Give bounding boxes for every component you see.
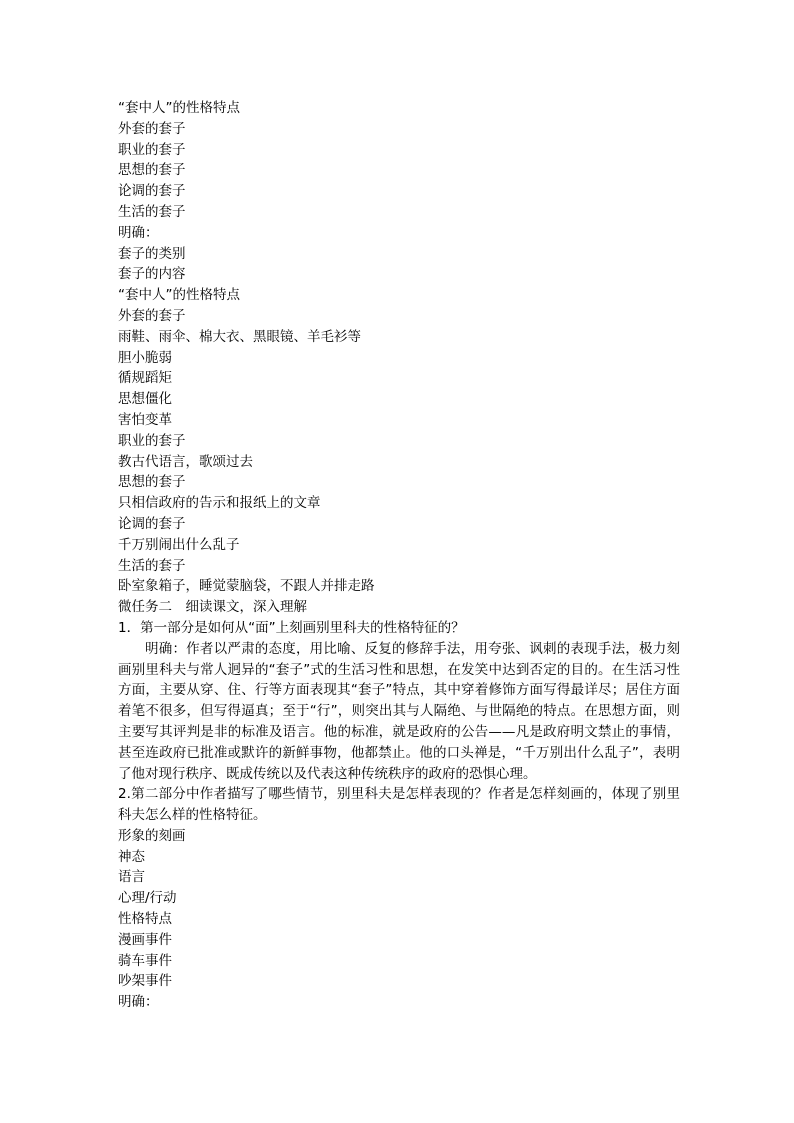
text-line: “套中人”的性格特点 <box>118 100 240 116</box>
text-line: 害怕变革 <box>118 411 172 428</box>
text-line: 千万别闹出什么乱子 <box>118 536 240 553</box>
outline-top <box>118 98 680 618</box>
text-line: 骑车事件 <box>118 952 172 969</box>
text-line: 套子的内容 <box>118 266 186 283</box>
text-line: 雨鞋、雨伞、棉大衣、黑眼镜、羊毛衫等 <box>118 328 361 345</box>
text-line: 外套的套子 <box>118 307 186 324</box>
text-line: 论调的套子 <box>118 515 186 532</box>
text-line: 职业的套子 <box>118 141 186 158</box>
text-line: “套中人”的性格特点 <box>118 287 240 304</box>
text-line: 明确： <box>118 994 159 1011</box>
text-line: 思想的套子 <box>118 474 186 491</box>
text-line: 套子的类别 <box>118 245 186 262</box>
text-line: 形象的刻画 <box>118 827 186 844</box>
text-line: 语言 <box>118 869 145 886</box>
text-line: 思想僵化 <box>118 391 172 408</box>
text-line: 生活的套子 <box>118 557 186 574</box>
document-page <box>118 98 680 1013</box>
text-line: 卧室象箱子，睡觉蒙脑袋，不跟人并排走路 <box>118 578 375 595</box>
text-line: 教古代语言，歌颂过去 <box>118 453 253 470</box>
text-line: 只相信政府的告示和报纸上的文章 <box>118 495 321 512</box>
text-line: 循规蹈矩 <box>118 370 172 387</box>
text-line: 论调的套子 <box>118 183 186 200</box>
text-line: 性格特点 <box>118 911 172 928</box>
text-line: 生活的套子 <box>118 203 186 220</box>
text-line: 漫画事件 <box>118 931 172 948</box>
text-line: 神态 <box>118 848 145 865</box>
text-line: 外套的套子 <box>118 120 186 137</box>
text-line: 吵架事件 <box>118 973 172 990</box>
answer-1: 明确：作者以严肃的态度，用比喻、反复的修辞手法，用夸张、讽刺的表现手法，极力刻画别里科夫与常人迥异的“套子”式的生活习性和思想，在发笑中达到否定的目的。在生活习性方面，主要从穿、住、行等方面表现其“套子”特点，其中穿着修饰方面写得最详尽；居住方面着笔不很多，但写得逼真；至于“行”，则突出其与人隔绝、与世隔绝的特点。在思想方面，则主要写其评判是非的标准及语言。他的标准，就是政府的公告——凡是政府明文禁止的事情，甚至连政府已批准或默许的新鲜事物，他都禁止。他的口头禅是，“千万别出什么乱子”，表明了他对现行秩序、既成传统以及代表这种传统秩序的政府的恐惧心理。 <box>118 640 680 782</box>
text-line: 心理/行动 <box>118 890 177 907</box>
question-1: 1．第一部分是如何从“面”上刻画别里科夫的性格特征的？ <box>118 619 465 636</box>
question-2: 2.第二部分中作者描写了哪些情节，别里科夫是怎样表现的？作者是怎样刻画的，体现了别里科夫怎么样的性格特征。 <box>118 786 680 824</box>
text-line: 职业的套子 <box>118 432 186 449</box>
outline-bottom <box>118 826 680 1013</box>
text-line: 明确： <box>118 224 159 241</box>
text-line: 思想的套子 <box>118 162 186 179</box>
text-line: 微任务二 细读课文，深入理解 <box>118 599 307 616</box>
text-line: 胆小脆弱 <box>118 349 172 366</box>
